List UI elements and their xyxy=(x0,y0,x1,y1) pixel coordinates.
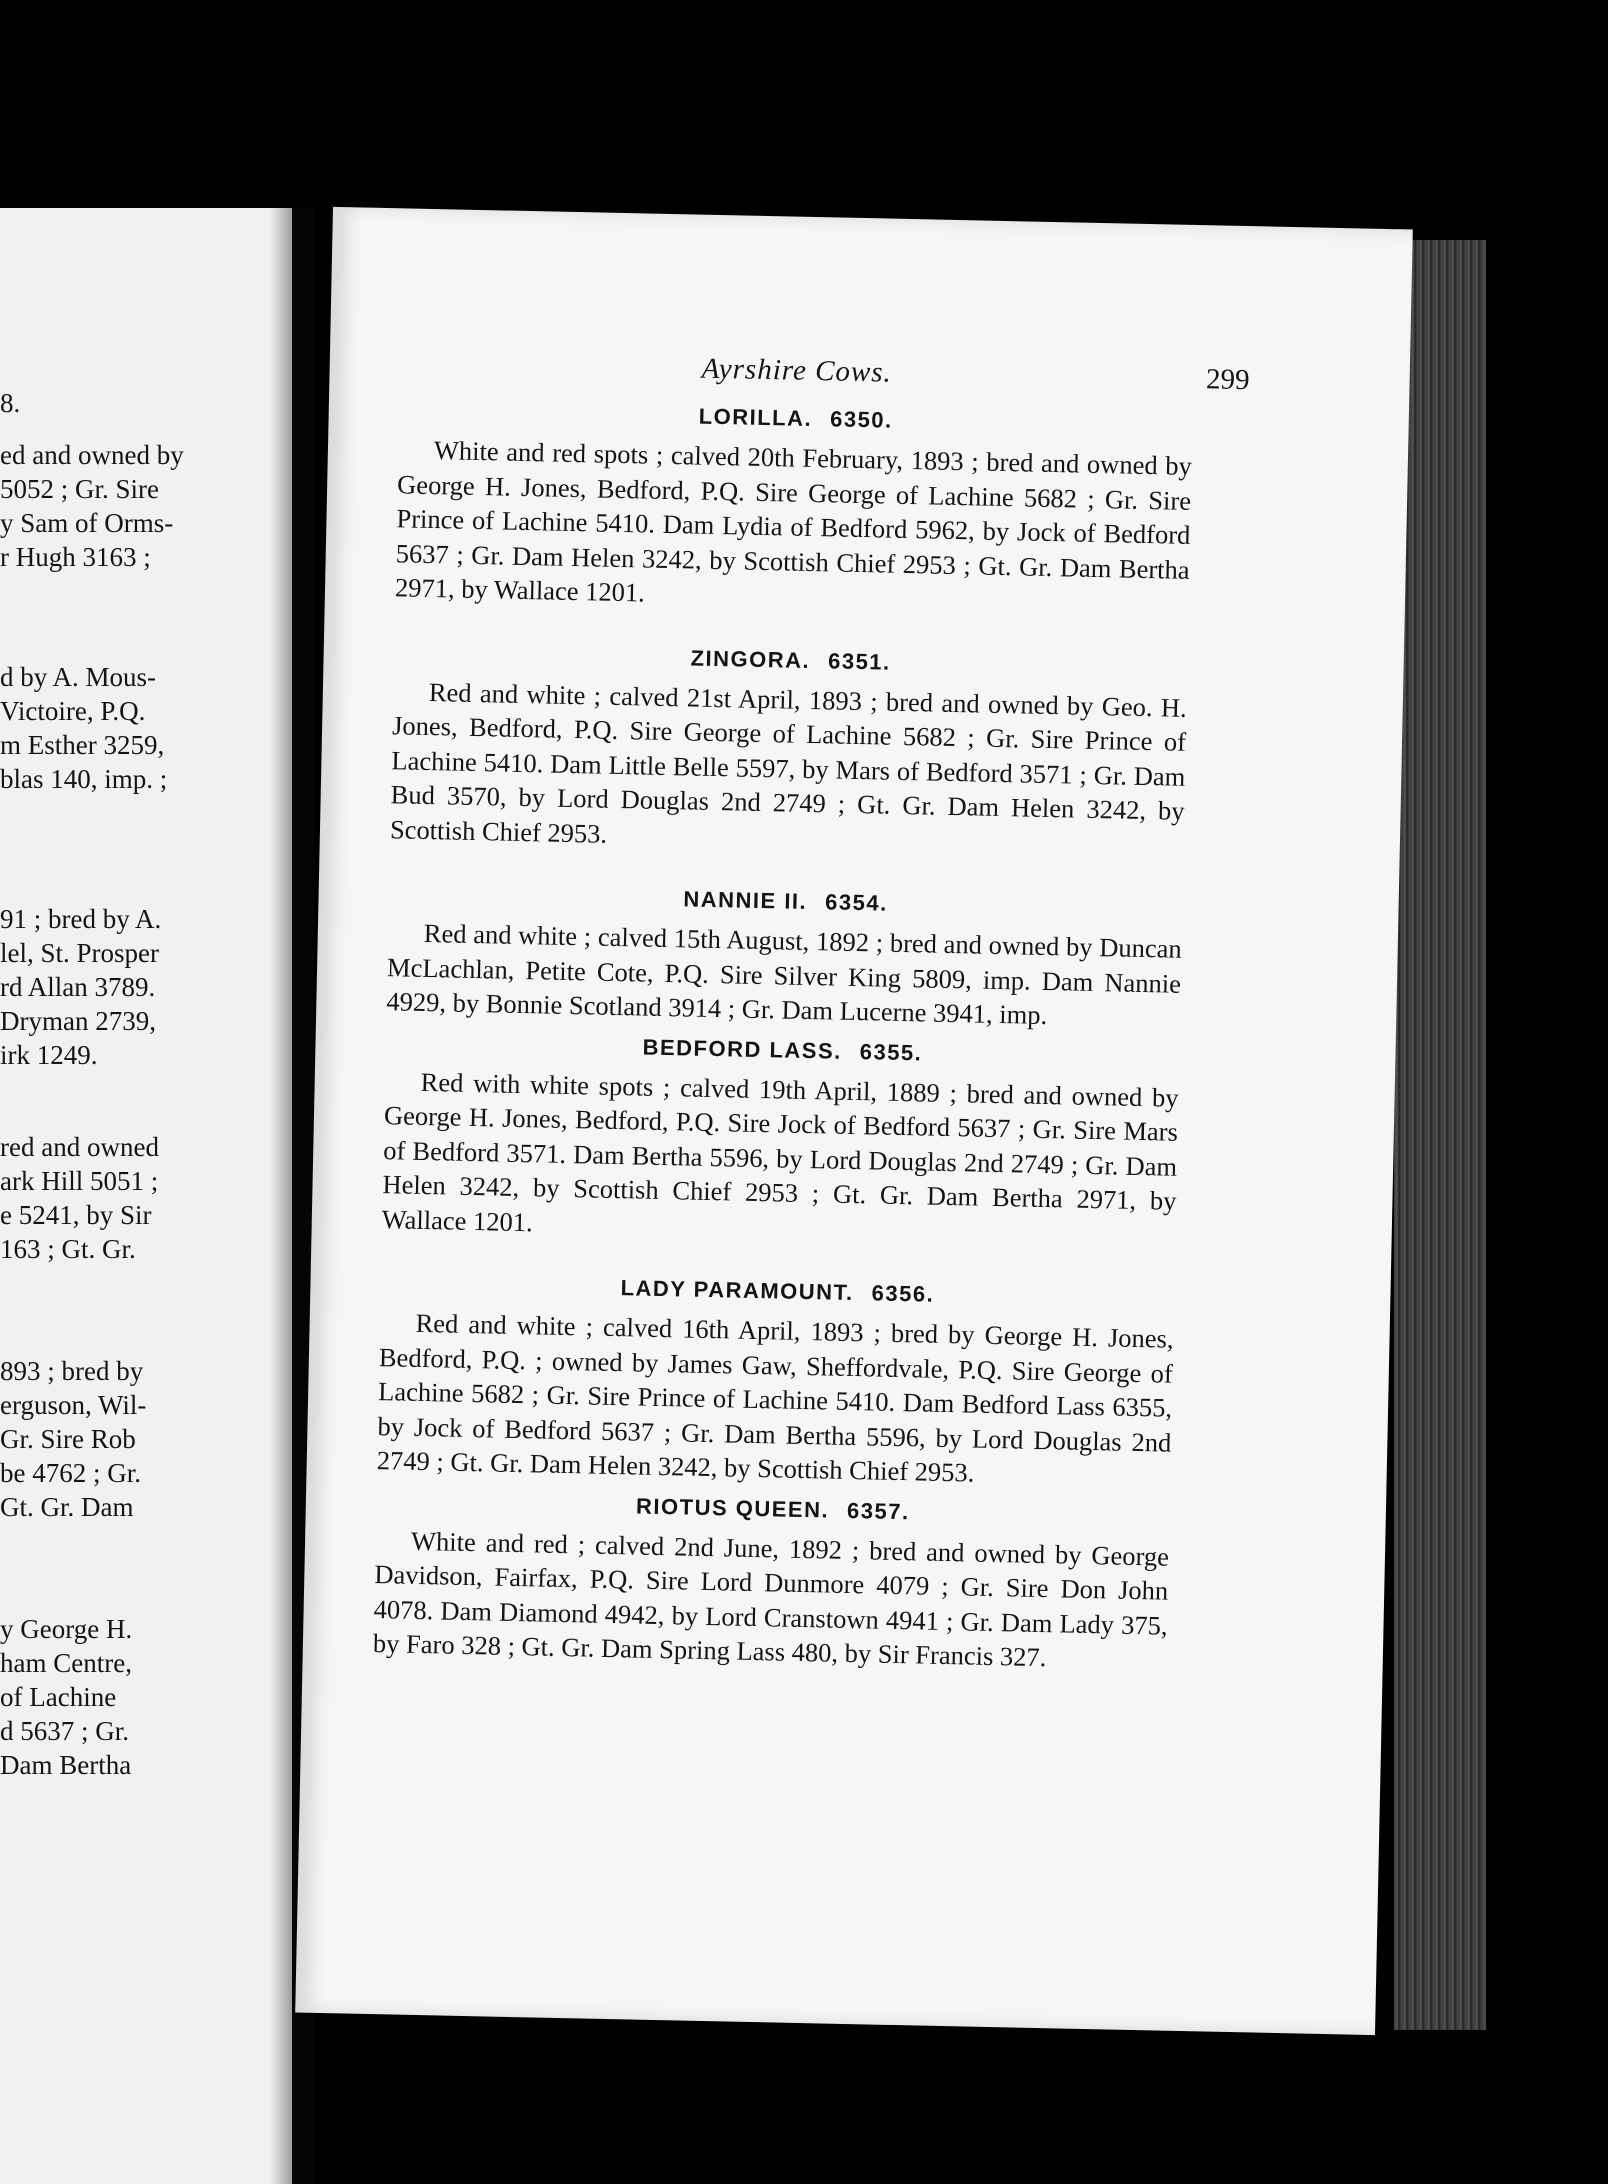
page-edges xyxy=(1394,240,1486,2030)
entries-list xyxy=(372,393,1193,1707)
left-page-line: r Hugh 3163 ; xyxy=(0,542,151,572)
left-page-line: red and owned xyxy=(0,1132,159,1162)
entry-name: RIOTUS QUEEN. xyxy=(635,1493,830,1523)
left-page-line: rd Allan 3789. xyxy=(0,972,156,1002)
left-page-line: Gr. Sire Rob xyxy=(0,1424,136,1454)
left-page-line: ed and owned by xyxy=(0,440,184,470)
entry-name: BEDFORD LASS. xyxy=(642,1034,843,1064)
left-page-line: y George H. xyxy=(0,1614,133,1644)
cow-entry xyxy=(395,393,1193,621)
entry-name: LORILLA. xyxy=(698,403,813,431)
cow-entry xyxy=(381,1025,1179,1253)
left-page-line: Victoire, P.Q. xyxy=(0,696,146,726)
left-page-line: irk 1249. xyxy=(0,1040,98,1070)
entry-name: ZINGORA. xyxy=(690,644,811,673)
left-page-line: of Lachine xyxy=(0,1682,117,1712)
entry-text: Red and white ; calved 21st April, 1893 ; bred and owned by Geo. H. Jones, Bedford, P.Q. Sire George of Lachine 5682 ; Gr. Sire Prince of Lachine 5410. Dam Little Belle 5597, by Mars of Bedford 3571 ; Gr. Dam Bud 3570, by Lord Douglas 2nd 2749 ; Gt. Gr. Dam Helen 3242, by Scottish Chief 2953. xyxy=(389,676,1188,849)
left-page-line: 5052 ; Gr. Sire xyxy=(0,474,159,504)
entry-text: White and red ; calved 2nd June, 1892 ; bred and owned by George Davidson, Fairfax, P.Q. Sire Lord Dunmore 4079 ; Gr. Sire Don John 4078. Dam Diamond 4942, by Lord Cranstown 4941 ; Gr. Dam Lady 375, by Faro 328 ; Gt. Gr. Dam Spring Lass 480, by Sir Francis 327. xyxy=(372,1525,1170,1673)
left-page-line: Gt. Gr. Dam xyxy=(0,1492,134,1522)
left-page-line: d by A. Mous- xyxy=(0,662,157,692)
left-page-line: 893 ; bred by xyxy=(0,1356,144,1386)
left-page-line: 91 ; bred by A. xyxy=(0,904,162,934)
entry-number: 6356. xyxy=(871,1280,935,1307)
cow-entry xyxy=(386,876,1183,1035)
left-page-line: ham Centre, xyxy=(0,1648,132,1678)
entry-name: LADY PARAMOUNT. xyxy=(620,1275,854,1306)
left-page-line: m Esther 3259, xyxy=(0,730,165,760)
entry-text: Red and white ; calved 15th August, 1892 ; bred and owned by Duncan McLachlan, Petite Cote, P.Q. Sire Silver King 5809, imp. Dam Nannie 4929, by Bonnie Scotland 3914 ; Gr. Dam Lucerne 3941, imp. xyxy=(386,917,1182,1031)
cow-entry xyxy=(390,635,1188,863)
page-number: 299 xyxy=(1205,363,1250,397)
left-page-line: 163 ; Gt. Gr. xyxy=(0,1234,136,1264)
left-page-line: d 5637 ; Gr. xyxy=(0,1716,130,1746)
left-page-line: Dryman 2739, xyxy=(0,1006,156,1036)
cow-entry xyxy=(376,1266,1174,1494)
entry-number: 6357. xyxy=(846,1497,910,1524)
entry-text: White and red spots ; calved 20th February, 1893 ; bred and owned by George H. Jones, Bedford, P.Q. Sire George of Lachine 5682 ; Gr. Sire Prince of Lachine 5410. Dam Lydia of Bedford 5962, by Jock of Bedford 5637 ; Gr. Dam Helen 3242, by Scottish Chief 2953 ; Gt. Gr. Dam Bertha 2971, by Wallace 1201. xyxy=(394,435,1193,608)
left-page-line: Dam Bertha xyxy=(0,1750,132,1780)
left-page-fragment xyxy=(0,208,292,2184)
left-page-line: lel, St. Prosper xyxy=(0,938,159,968)
left-page-line: blas 140, imp. ; xyxy=(0,764,168,794)
left-page-line: 8. xyxy=(0,388,21,418)
entry-number: 6355. xyxy=(859,1038,923,1065)
entry-number: 6351. xyxy=(827,647,891,675)
left-page-line: e 5241, by Sir xyxy=(0,1200,152,1230)
entry-text: Red and white ; calved 16th April, 1893 ; bred by George H. Jones, Bedford, P.Q. ; owned by James Gaw, Sheffordvale, P.Q. Sire George of Lachine 5682 ; Gr. Sire Prince of Lachine 5410. Dam Bedford Lass 6355, by Jock of Bedford 5637 ; Gr. Dam Bertha 5596, by Lord Douglas 2nd 2749 ; Gt. Gr. Dam Helen 3242, by Scottish Chief 2953. xyxy=(376,1307,1174,1488)
left-page-gutter-shadow xyxy=(270,208,292,2184)
running-title: Ayrshire Cows. xyxy=(701,352,893,389)
entry-text: Red with white spots ; calved 19th April, 1889 ; bred and owned by George H. Jones, Bedford, P.Q. Sire Jock of Bedford 5637 ; Gr. Sire Mars of Bedford 3571. Dam Bertha 5596, by Lord Douglas 2nd 2749 ; Gr. Dam Helen 3242, by Scottish Chief 2953 ; Gt. Gr. Dam Bertha 2971, by Wallace 1201. xyxy=(381,1066,1179,1237)
entry-number: 6354. xyxy=(824,889,889,916)
entry-name: NANNIE II. xyxy=(683,886,808,914)
right-page xyxy=(295,207,1413,2035)
left-page-line: y Sam of Orms- xyxy=(0,508,174,538)
left-page-line: be 4762 ; Gr. xyxy=(0,1458,141,1488)
left-page-line: erguson, Wil- xyxy=(0,1390,147,1420)
left-page-line: ark Hill 5051 ; xyxy=(0,1166,159,1196)
cow-entry xyxy=(373,1484,1171,1678)
entry-number: 6350. xyxy=(829,406,893,433)
